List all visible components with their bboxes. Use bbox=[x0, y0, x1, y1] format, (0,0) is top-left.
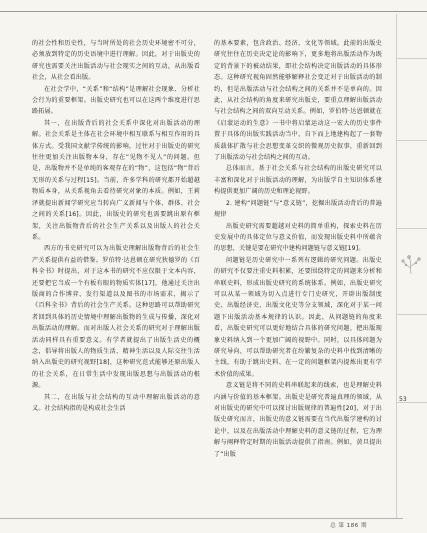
issue-footer: 总 第 186 期 bbox=[330, 523, 367, 529]
paragraph: 的基本要素，包含政治、经济、文化等领域。此前的出版史研究往往在历史决定论的影响下，更多地将出版活动作为既定的背景下的被动结果，即社会结构决定出版活动的具体形态。这种研究视角固然能够解释社会变迁对于出版活动的制约，但是出版活动与社会结构之间的关系并不是单向的。因此，从社会结构的角度来研究出版史，要重点理解出版活动与社会结构之间的双向互动关系。例如，罗伯特·达恩顿就在《启蒙运动的生意》一书中将启蒙运动这一宏大的历史事件置于具体的出版实践活动当中，自下而上地建构起了一套物质载体扩散与社会思想变革交织的微观历史叙事，重新回到了出版活动与社会结构之间的互动。 bbox=[214, 40, 382, 162]
paragraph: 问题链是历史研究中一系列有逻辑的研究问题。出版史的研究不仅要注重史料积累，还要围绕特定的问题来分析和串联史料，形成出版史研究的系统体系。例如，出版史研究可以从某一领域为切入点进行专门史研究，开辟出版制度史、出版经济史、出版文化史等分支领域，深化对于某一问题下出版活动基本规律的认识。因此，从问题链的角度来看，出版史研究可以更好地结合具体的研究问题，把出版现象史料纳入到一个更加广阔的视野中。同时，以具体问题为研究导向，可以帮助研究者在纷繁复杂的史料中找到清晰的主线，有助于跳出史料、在一定的问题框架内提炼出更有学术价值的成果。 bbox=[214, 256, 382, 378]
floral-ornament-icon bbox=[400, 254, 422, 276]
paragraph: 其二，在出版与社会结构的互动中理解出版活动的意义。社会结构指的是构成社会生活 bbox=[32, 393, 200, 412]
paragraph: 西方的书史研究可以为出版史理解出版物背后的社会生产关系提供有益的借鉴。罗伯特·达恩顿在研究狄德罗的《百科全书》时提出，对于这本书的研究不应仅限于文本内容，还要把它当成一个有板有眼的物质实体[17]，他通过关注出版商的合作博弈、发行渠道以及图书的市场需求，揭示了《百科全书》背后的社会生产关系。这种思路可以帮助研究者回到具体的历史情境中理解出版物的生成与传播，深化对出版活动的理解。而对出版人社会关系的研究对于理解出版活动同样具有重要意义。有学者就提出了出版生活史的概念，倡导将出版人的物质生活、精神生活以及人际交往生活纳入出版史的研究视野[18]，这种研究范式能够还原出版人的社会关系，在日常生活中发现出版思想与出版活动的根源。 bbox=[32, 245, 200, 390]
paragraph: 意义链是将不同的史料串联起来的线索，也是理解史料内涵与价值的基本框架。出版史是研究普遍真理的领域，从对出版史的研究中可以探讨出版规律的普遍性[20]，对于出版史研究而言，出版史的意义链需要在当代出版学建构的讨论中，以及在出版活动中理解史料的意义链的过程，它为理解与阐释特定时期的出版活动提供了指南。例如，黄旦提出了“出版 bbox=[214, 382, 382, 458]
paragraph: 2. 建构“问题链”与“意义链”，挖掘出版活动背后的普遍规律 bbox=[214, 199, 382, 219]
left-column bbox=[32, 38, 200, 414]
paragraph: 的社会性和历史性，与当时所处的社会历史环境密不可分，必须放到特定的历史语境中进行理解。因此，对于出版史的研究也需要关注出版活动与社会现实之间的互动，从出版看社会，从社会看出版。 bbox=[32, 40, 200, 82]
page-number: 53 bbox=[399, 396, 407, 403]
footer-rule bbox=[0, 518, 403, 519]
right-column bbox=[214, 38, 382, 460]
paragraph: 出版史研究需要超越对史料的简单重构，探索史料在历史发展中的具体定位与意义价值，而发现出版史料中所蕴含的思想，关键是要在研究中建构问题链与意义链[19]。 bbox=[214, 222, 382, 253]
paragraph: 其一，在出版背后的社会关系中深化对出版活动的理解。社会关系是主体在社会环境中相互联系与相互作用的具体方式。受我国文献学传统的影响，过往对于出版史的研究往往更加关注出版物本身，存在“见物不见人”的问题。但是，出版物并不是单纯的客观存在的“物”，这包括“物”背后无形的关系与过程[15]。当前，许多学科的研究都开始超越物质本身，从关系视角去看待研究对象的本质。例如，王莉泽就提出新闻学研究应当转向广义新闻与个体、群体、社会之间的关系[16]。因此，出版史的研究也需要跳出原有框架，关注出版物背后的社会生产关系以及出版人的社会关系。 bbox=[32, 119, 200, 241]
header-rule bbox=[0, 11, 427, 12]
paragraph: 总体而言，基于社会关系与社会结构的出版史研究可以丰富和深化对于出版活动的理解，为出版学自主知识体系建构提供更加广阔的历史和理论视野。 bbox=[214, 165, 382, 196]
paragraph: 在社会学中，“关系”和“结构”是理解社会现象、分析社会行为的重要框架。出版史研究也可以在这两个维度进行思路拓展。 bbox=[32, 85, 200, 116]
